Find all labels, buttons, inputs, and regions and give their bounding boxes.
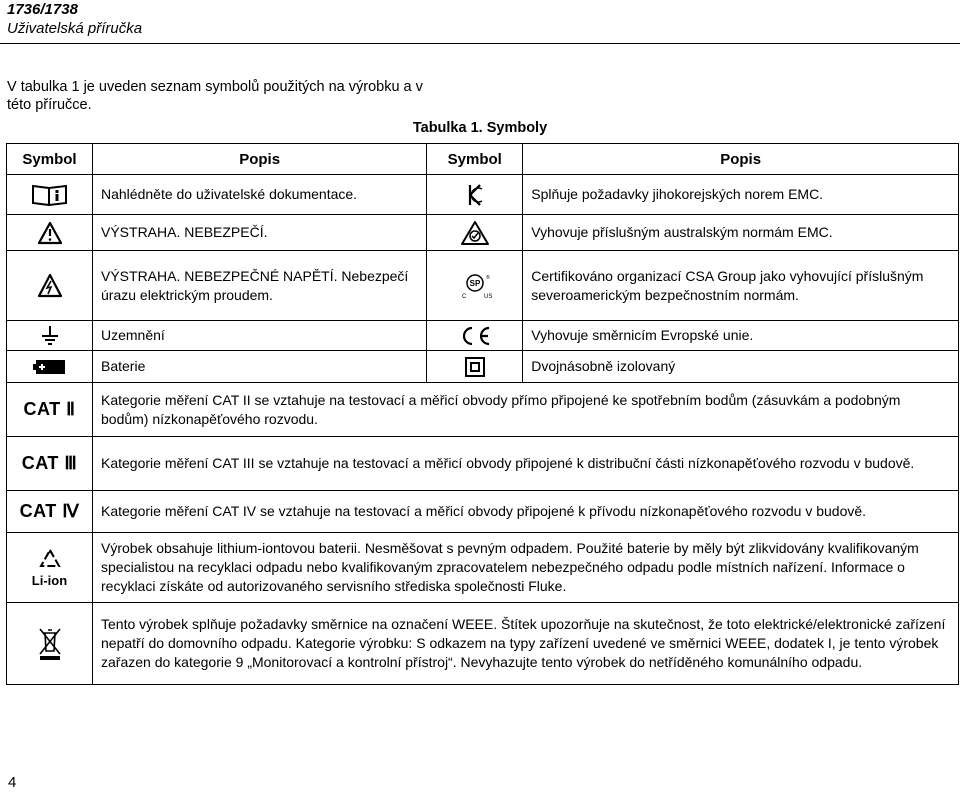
table-row xyxy=(7,251,959,321)
desc-cat-iv: Kategorie měření CAT IV se vztahuje na testovací a měřicí obvody připojené k přívodu nízkonapěťového rozvodu v budově. xyxy=(93,491,959,533)
header-popis-2: Popis xyxy=(523,144,959,175)
desc-double-insulation: Dvojnásobně izolovaný xyxy=(523,351,959,383)
svg-text:C: C xyxy=(461,293,467,299)
header-divider xyxy=(0,43,960,44)
desc-csa: Certifikováno organizací CSA Group jako vyhovující příslušným severoamerickým bezpečnostním normám. xyxy=(523,251,959,321)
table-row xyxy=(7,215,959,251)
warning-triangle-icon xyxy=(7,215,93,251)
recycle-li-ion-symbol xyxy=(7,533,93,603)
desc-ground: Uzemnění xyxy=(93,321,427,351)
table-row xyxy=(7,321,959,351)
manual-subtitle: Uživatelská příručka xyxy=(7,20,143,37)
ce-mark-icon xyxy=(427,321,523,351)
manual-model: 1736/1738 xyxy=(7,1,78,18)
desc-high-voltage: VÝSTRAHA. NEBEZPEČNÉ NAPĚTÍ. Nebezpečí úrazu elektrickým proudem. xyxy=(93,251,427,321)
rcm-mark-icon xyxy=(427,215,523,251)
header-symbol-2: Symbol xyxy=(427,144,523,175)
korea-kc-mark-icon xyxy=(427,175,523,215)
desc-manual: Nahlédněte do uživatelské dokumentace. xyxy=(93,175,427,215)
manual-book-icon xyxy=(7,175,93,215)
cat-ii-symbol: CAT Ⅱ xyxy=(7,383,93,437)
svg-text:SP: SP xyxy=(469,278,481,288)
desc-battery: Baterie xyxy=(93,351,427,383)
desc-rcm: Vyhovuje příslušným australským normám EMC. xyxy=(523,215,959,251)
table-row xyxy=(7,491,959,533)
intro-paragraph: V tabulka 1 je uveden seznam symbolů použitých na výrobku a v této příručce. xyxy=(7,79,423,113)
weee-bin-icon xyxy=(7,603,93,685)
desc-weee: Tento výrobek splňuje požadavky směrnice na označení WEEE. Štítek upozorňuje na skutečnost, že toto elektrické/elektronické zařízení nepatří do domovního odpadu. Kategorie výrobku: S odkazem na typy zařízení uvedené ve směrnici WEEE, dodatek I, je tento výrobek zařazen do kategorie 9 „Monitorovací a kontrolní přístroj“. Nevyhazujte tento výrobek do netříděného komunálního odpadu. xyxy=(93,603,959,685)
high-voltage-icon xyxy=(7,251,93,321)
svg-text:®: ® xyxy=(485,274,490,281)
header-popis-1: Popis xyxy=(93,144,427,175)
csa-mark-icon xyxy=(427,251,523,321)
battery-icon xyxy=(7,351,93,383)
desc-warning: VÝSTRAHA. NEBEZPEČÍ. xyxy=(93,215,427,251)
desc-korea: Splňuje požadavky jihokorejských norem EMC. xyxy=(523,175,959,215)
desc-ce: Vyhovuje směrnicím Evropské unie. xyxy=(523,321,959,351)
table-row xyxy=(7,533,959,603)
table-row xyxy=(7,437,959,491)
page-header xyxy=(7,0,142,38)
table-row xyxy=(7,175,959,215)
table-header-row xyxy=(7,144,959,175)
cat-iv-symbol: CAT Ⅳ xyxy=(7,491,93,533)
header-symbol-1: Symbol xyxy=(7,144,93,175)
table-row xyxy=(7,603,959,685)
table-row xyxy=(7,383,959,437)
page-number: 4 xyxy=(8,774,17,791)
table-row xyxy=(7,351,959,383)
svg-text:US: US xyxy=(483,293,493,299)
cat-iii-symbol: CAT Ⅲ xyxy=(7,437,93,491)
desc-recycle: Výrobek obsahuje lithium-iontovou baterii. Nesměšovat s pevným odpadem. Použité baterie by měly být zlikvidovány kvalifikovaným specialistou na recyklaci odpadu nebo kvalifikovaným zpracovatelem nebezpečného odpadu podle místních nařízení. Informace o recyklaci získáte od autorizovaného servisního střediska společnosti Fluke. xyxy=(93,533,959,603)
double-insulation-icon xyxy=(427,351,523,383)
desc-cat-iii: Kategorie měření CAT III se vztahuje na testovací a měřicí obvody připojené k distribuční části nízkonapěťového rozvodu v budově. xyxy=(93,437,959,491)
table-caption: Tabulka 1. Symboly xyxy=(412,120,548,136)
recycle-icon xyxy=(39,548,61,570)
desc-cat-ii: Kategorie měření CAT II se vztahuje na testovací a měřicí obvody přímo připojené ke spotřebním bodům (zásuvkám a podobným bodům) nízkonapěťového rozvodu. xyxy=(93,383,959,437)
ground-icon xyxy=(7,321,93,351)
symbols-table xyxy=(6,143,959,685)
li-ion-label: Li-ion xyxy=(31,572,68,588)
